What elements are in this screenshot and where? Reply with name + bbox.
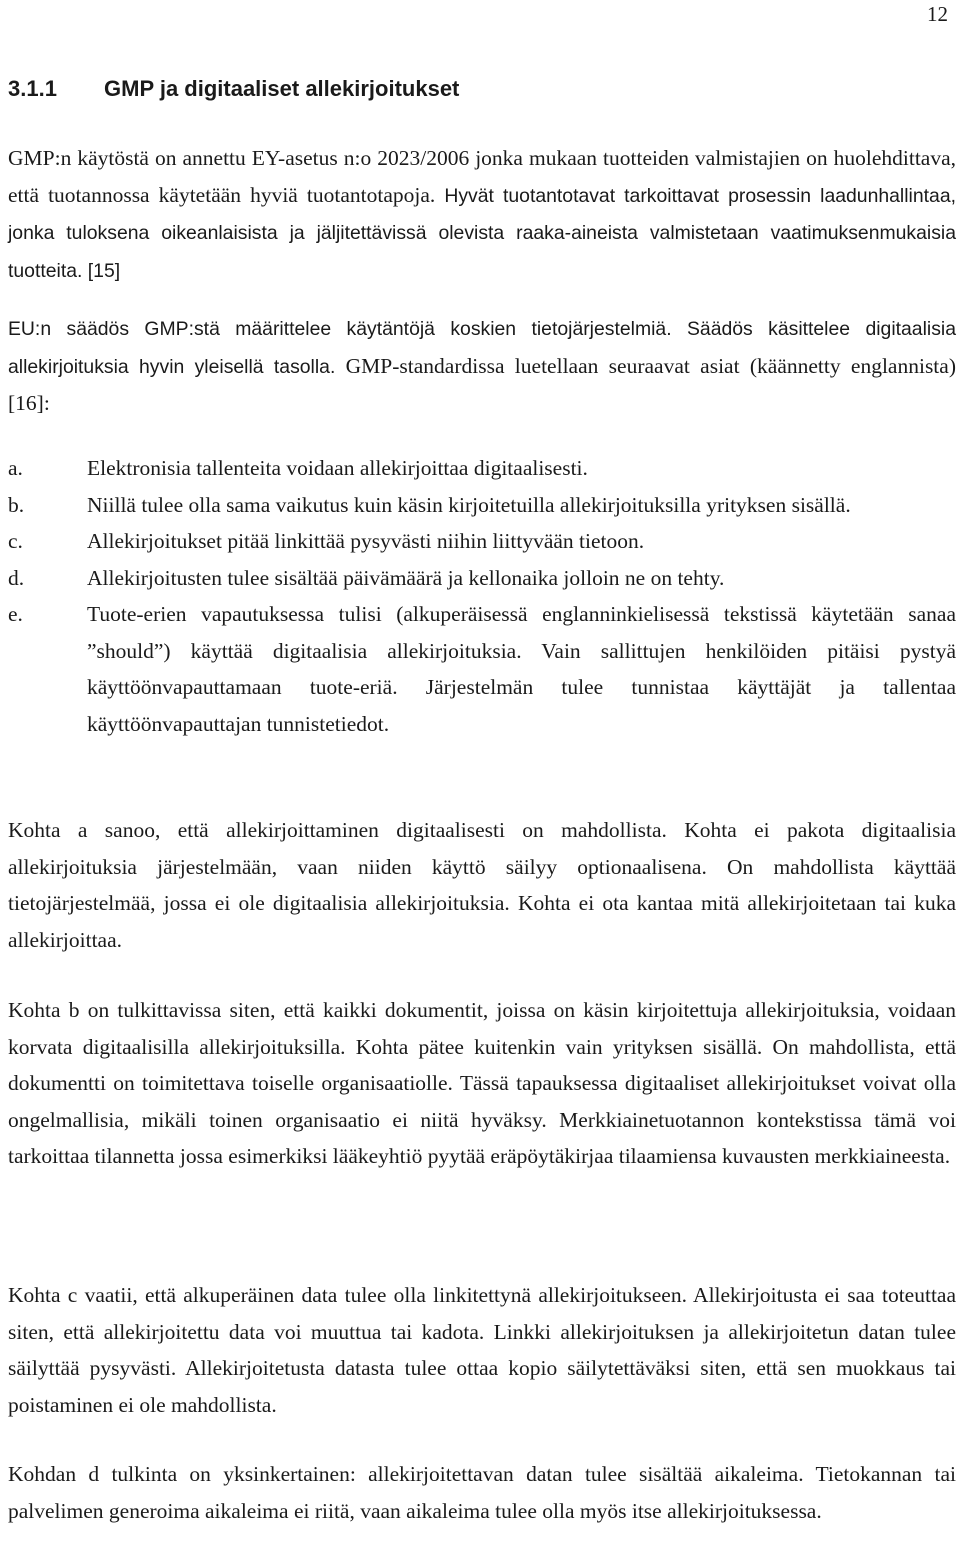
list-item: [8, 450, 956, 487]
paragraph-eu-regulation-part1: EU:n säädös GMP:stä määrittelee käytäntöjä koskien tietojärjestelmiä. Säädös käsittelee digitaalisia allekirjoituksia hyvin yleisellä tasolla.: [8, 318, 956, 378]
paragraph-gmp-regulation-part1: GMP:n käytöstä on annettu EY-asetus n:o 2023/2006 jonka mukaan tuotteiden valmistajien on huolehdittava, että tuotannossa käytetään hyviä tuotantotapoja.: [8, 146, 956, 207]
list-item-text: Allekirjoitusten tulee sisältää päivämäärä ja kellonaika jolloin ne on tehty.: [87, 565, 725, 590]
list-item: [8, 523, 956, 560]
paragraph-point-a: Kohta a sanoo, että allekirjoittaminen digitaalisesti on mahdollista. Kohta ei pakota digitaalisia allekirjoituksia järjestelmään, vaan niiden käyttö säilyy optionaalisena. On mahdollista käyttää tietojärjestelmää, jossa ei ole digitaalisia allekirjoituksia. Kohta ei ota kantaa mitä allekirjoitetaan tai kuka allekirjoittaa.: [8, 818, 956, 952]
list-marker: d.: [8, 565, 25, 590]
section-number: 3.1.1: [8, 76, 57, 101]
list-item-text: Tuote-erien vapautuksessa tulisi (alkuperäisessä englanninkielisessä tekstissä käytetään sanaa ”should”) käyttää digitaalisia allekirjoituksia. Vain sallittujen henkilöiden pitäisi pystyä käyttöönvapauttamaan tuote-eriä. Järjestelmän tulee tunnistaa käyttäjät ja tallentaa käyttöönvapauttajan tunnistetiedot.: [87, 602, 956, 736]
list-item-text: Niillä tulee olla sama vaikutus kuin käsin kirjoitetuilla allekirjoituksilla yrityksen sisällä.: [87, 492, 851, 517]
list-item: [8, 487, 956, 524]
list-marker: a.: [8, 456, 23, 480]
paragraph-point-d: Kohdan d tulkinta on yksinkertainen: allekirjoitettavan datan tulee sisältää aikaleima. Tietokannan tai palvelimen generoima aikaleima ei riitä, vaan aikaleima tulee olla myös itse allekirjoituksessa.: [8, 1462, 956, 1523]
list-item: [8, 596, 956, 742]
list-marker: b.: [8, 492, 25, 517]
paragraph-gmp-regulation-part2: Hyvät tuotantotavat tarkoittavat prosessin laadunhallintaa, jonka tuloksena oikeanlaisista ja jäljitettävissä olevista raaka-aineista valmistetaan vaatimuksenmukaisia tuotteita. [15]: [8, 184, 956, 282]
paragraph-eu-regulation: [8, 310, 956, 422]
list-marker: c.: [8, 529, 23, 553]
paragraph-gmp-regulation: [8, 140, 956, 289]
paragraph-point-b: Kohta b on tulkittavissa siten, että kaikki dokumentit, joissa on käsin kirjoitettuja allekirjoituksia, voidaan korvata digitaalisilla allekirjoituksilla. Kohta pätee kuitenkin vain yrityksen sisällä. On mahdollista, että dokumentti on toimitettava toiselle organisaatiolle. Tässä tapauksessa digitaaliset allekirjoitukset voivat olla ongelmallisia, mikäli toinen organisaatio ei niitä hyväksy. Merkkiainetuotannon kontekstissa tämä voi tarkoittaa tilannetta jossa esimerkiksi lääkeyhtiö pyytää eräpöytäkirjaa tilaamiensa kuvausten merkkiaineesta.: [8, 998, 956, 1168]
paragraph-point-c: Kohta c vaatii, että alkuperäinen data tulee olla linkitettynä allekirjoitukseen. Allekirjoitusta ei saa toteuttaa siten, että allekirjoitettu data voi muuttua tai kadota. Linkki allekirjoituksen ja allekirjoitetun datan tulee säilyttää pysyvästi. Allekirjoitetusta datasta tulee ottaa kopio säilytettäväksi siten, että sen muokkaus tai poistaminen ei ole mahdollista.: [8, 1283, 956, 1417]
list-item: [8, 560, 956, 597]
list-item-text: Elektronisia tallenteita voidaan allekirjoittaa digitaalisesti.: [87, 456, 588, 480]
section-heading: [8, 76, 459, 102]
list-item-text: Allekirjoitukset pitää linkittää pysyvästi niihin liittyvään tietoon.: [87, 529, 645, 553]
list-marker: e.: [8, 602, 23, 626]
requirements-list: [8, 450, 956, 742]
page-number: 12: [927, 2, 948, 26]
paragraph-eu-regulation-part2: GMP-standardissa luetellaan seuraavat asiat (käännetty englannista) [16]:: [8, 353, 956, 415]
section-title: GMP ja digitaaliset allekirjoitukset: [104, 76, 460, 101]
